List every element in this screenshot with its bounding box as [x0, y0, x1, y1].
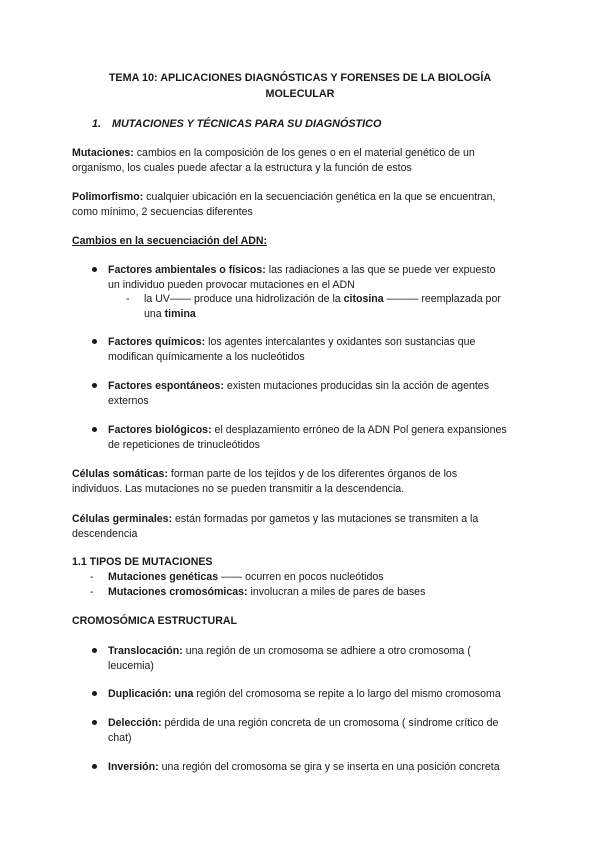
subheading-cambios: [72, 234, 532, 249]
definition-text: descendencia: [72, 528, 138, 540]
bullet-icon: [92, 716, 99, 723]
term-citosina: citosina: [343, 293, 384, 305]
bullet-icon: [92, 379, 99, 386]
definition-text: cambios en la composición de los genes o en el material genético de un: [133, 147, 475, 159]
definition-mutaciones: [72, 146, 532, 176]
sub-text: reemplazada por: [418, 293, 501, 305]
document-title: TEMA 10: APLICACIONES DIAGNÓSTICAS Y FORENSES DE LA BIOLOGÍA MOLECULAR: [108, 72, 492, 100]
definition-text: cualquier ubicación en la secuenciación genética en la que se encuentran,: [143, 191, 496, 203]
item-text: existen mutaciones producidas sin la acción de agentes: [223, 380, 489, 392]
bullet-icon: [92, 760, 99, 767]
term: Delección:: [108, 717, 162, 729]
term: Translocación:: [108, 645, 183, 657]
dash-bullet: -: [126, 293, 130, 305]
bullet-icon: [92, 335, 99, 342]
term: Células somáticas:: [72, 468, 168, 480]
item-text: leucemia): [108, 660, 154, 672]
definition-germinales: [72, 512, 532, 542]
definition-somaticas: [72, 467, 532, 497]
term: Factores espontáneos:: [108, 380, 224, 392]
arrow-dash: ——: [169, 293, 192, 305]
item-text: externos: [108, 395, 149, 407]
bullet-icon: [92, 423, 99, 430]
sub-text: la UV: [144, 293, 170, 305]
term: Factores ambientales o físicos:: [108, 264, 266, 276]
item-text: los agentes intercalantes y oxidantes son sustancias que: [205, 336, 476, 348]
item-text: modifican químicamente a los nucleótidos: [108, 351, 305, 363]
definition-text: individuos. Las mutaciones no se pueden transmitir a la descendencia.: [72, 483, 405, 495]
definition-text: como mínimo, 2 secuencias diferentes: [72, 206, 253, 218]
section-number: 1.: [92, 118, 102, 130]
item-text: región del cromosoma se repite a lo largo del mismo cromosoma: [193, 688, 501, 700]
sub-text: produce una hidrolización de la: [191, 293, 344, 305]
definition-text: están formadas por gametos y las mutaciones se transmiten a la: [172, 513, 479, 525]
term: Factores químicos:: [108, 336, 206, 348]
term: Mutaciones genéticas: [108, 571, 219, 583]
bullet-icon: [92, 263, 99, 270]
subsection-title: CROMOSÓMICA ESTRUCTURAL: [72, 615, 237, 627]
term-timina: timina: [164, 308, 196, 320]
item-text: chat): [108, 732, 132, 744]
section-heading: [92, 117, 381, 132]
subsection-title: 1.1 TIPOS DE MUTACIONES: [72, 556, 213, 568]
definition-text: organismo, los cuales puede afectar a la estructura y la función de estos: [72, 162, 412, 174]
bullet-icon: [92, 687, 99, 694]
item-text: pérdida de una región concreta de un cromosoma ( síndrome crítico de: [161, 717, 499, 729]
item-text: involucran a miles de pares de bases: [247, 586, 426, 598]
term: Polimorfismo:: [72, 191, 144, 203]
term: Mutaciones:: [72, 147, 134, 159]
subsection-heading: [72, 555, 532, 570]
arrow-dash: ———: [383, 293, 419, 305]
definition-polimorfismo: [72, 190, 532, 220]
sub-text: una: [144, 308, 165, 320]
term: Células germinales:: [72, 513, 173, 525]
term: Inversión:: [108, 761, 159, 773]
term: Mutaciones cromosómicas:: [108, 586, 248, 598]
item-text: una región de un cromosoma se adhiere a otro cromosoma (: [182, 645, 471, 657]
term: Duplicación: una: [108, 688, 194, 700]
section-title: MUTACIONES Y TÉCNICAS PARA SU DIAGNÓSTICO: [112, 118, 382, 130]
term: Factores biológicos:: [108, 424, 212, 436]
subheading-text: Cambios en la secuenciación del ADN:: [72, 235, 268, 247]
item-text: las radiaciones a las que se puede ver expuesto: [265, 264, 496, 276]
item-text: —— ocurren en pocos nucleótidos: [218, 571, 384, 583]
dash-bullet: -: [90, 571, 94, 583]
subsection-heading: [72, 614, 532, 629]
dash-bullet: -: [90, 586, 94, 598]
item-text: un individuo pueden provocar mutaciones en el ADN: [108, 279, 355, 291]
bullet-icon: [92, 644, 99, 651]
item-text: el desplazamiento erróneo de la ADN Pol genera expansiones: [211, 424, 507, 436]
item-text: una región del cromosoma se gira y se inserta en una posición concreta: [158, 761, 500, 773]
definition-text: forman parte de los tejidos y de los diferentes órganos de los: [167, 468, 458, 480]
item-text: de repeticiones de trinucleótidos: [108, 439, 260, 451]
